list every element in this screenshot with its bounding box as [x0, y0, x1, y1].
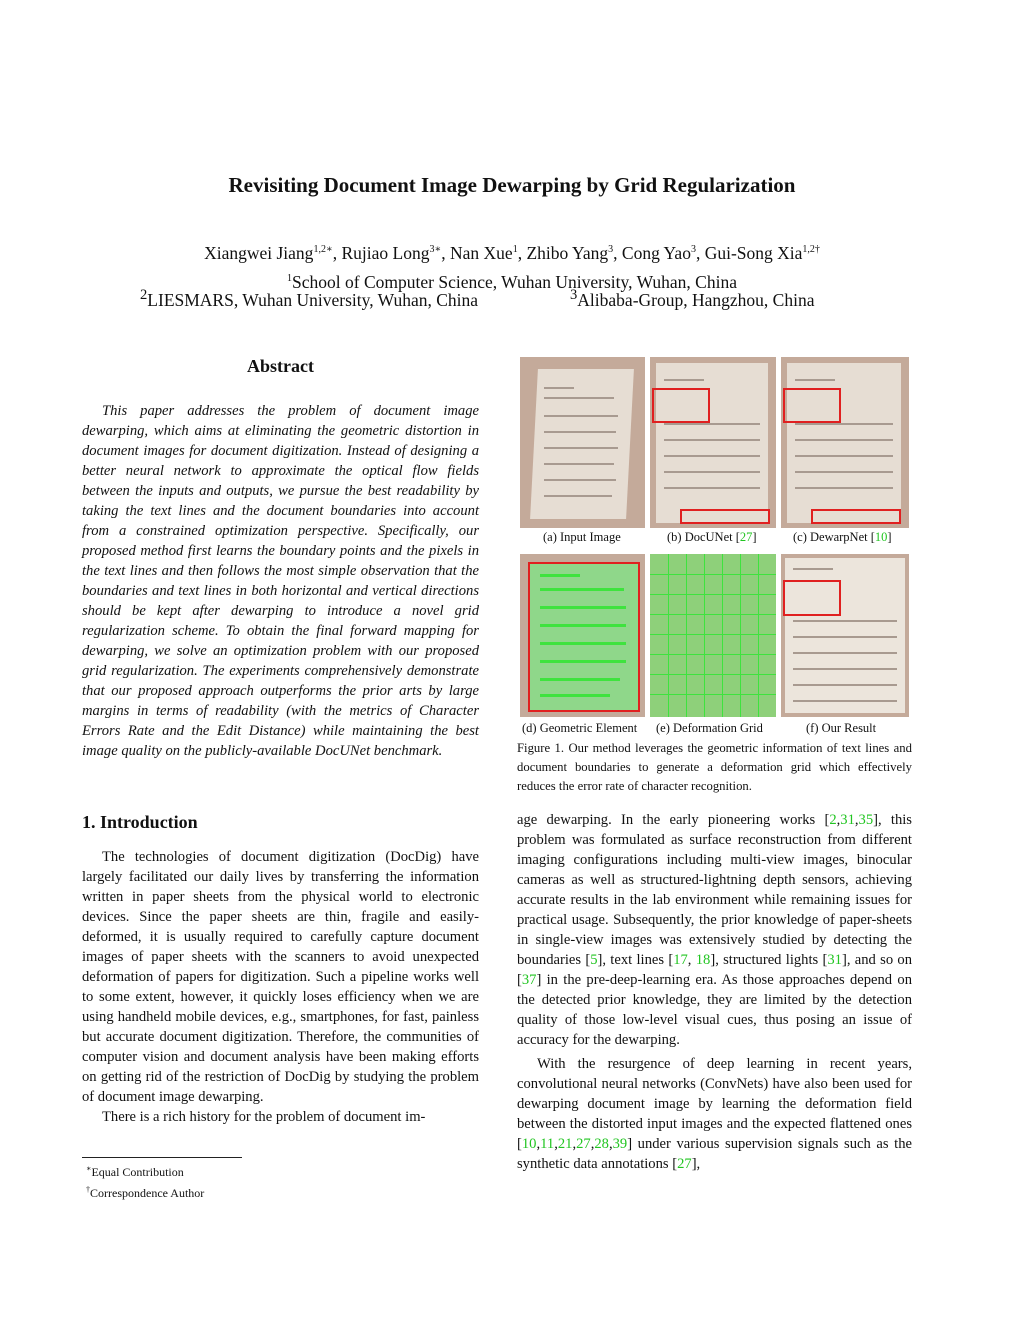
abstract-body [82, 401, 479, 761]
footnote-text: Equal Contribution [91, 1165, 184, 1179]
introduction-right-column [517, 810, 912, 1174]
document-sheet [787, 363, 901, 523]
highlight-box [783, 580, 841, 616]
text-line-mask [540, 606, 626, 609]
caption-our-result: (f) Our Result [806, 721, 877, 735]
highlight-box [680, 509, 770, 524]
affiliation-sup: 3 [570, 287, 578, 303]
text-line [544, 479, 616, 481]
caption-dewarpnet [793, 530, 892, 545]
text-line [795, 487, 893, 489]
text-line-mask [540, 678, 620, 681]
text-line [793, 668, 897, 670]
citation-link[interactable]: 27 [576, 1136, 591, 1152]
citation-link[interactable]: 31 [840, 812, 855, 828]
citation-link[interactable]: 17 [673, 952, 688, 968]
paragraph: age dewarping. In the early pioneering works [2,31,35], this problem was formulated as surface reconstruction from different imaging configurations including multi-view images, binocular cameras as well as structured-lightning depth sensors, achieving accurate results in the lab environment while remaining issues for practical usage. Subsequently, the prior knowledge of paper-sheets in single-view images was extensively studied by detecting the boundaries [5], text lines [17, 18], structured lights [31], and so on [37] in the pre-deep-learning era. As those approaches depend on the detected prior knowledge, they are limited by the detection quality of those low-level visual cues, thus posing an issue of accuracy for the dewarping. [517, 812, 912, 1048]
citation-link[interactable]: 27 [677, 1156, 692, 1172]
paragraph: With the resurgence of deep learning in recent years, convolutional neural networks (ConvNets) have also been used for dewarping document image by learning the deformation field between the distorted input images and the expected flattened ones [10,11,21,27,28,39] under various supervision signals such as the synthetic data annotations [27], [517, 1056, 912, 1172]
highlight-box [783, 388, 841, 423]
highlight-box [652, 388, 710, 423]
author-affiliation-sup: 3∗ [429, 244, 442, 255]
affiliation-3 [570, 287, 814, 311]
text-run: ], this problem was formulated as surface reconstruction from different imaging configurations including multi-view images, binocular cameras as well as structured-lightning depth sensors, achieving accurate results in the lab environment while remaining issues for practical usage. Subsequently, the prior knowledge of paper-sheets in single-view images was extensively studied by detecting the boundaries [ [517, 812, 912, 968]
footnote-mark: ∗ [86, 1164, 92, 1173]
citation-link[interactable]: 18 [695, 952, 711, 968]
text-line [793, 620, 897, 622]
figure-panel-input-image [520, 357, 645, 528]
text-run: ], structured lights [ [710, 952, 828, 968]
footnote-correspondence [86, 1181, 204, 1202]
abstract-text: This paper addresses the problem of document image dewarping, which aims at eliminating the geometric distortion in document images for document digitization. Instead of designing a better neural network to approximate the optical flow fields between the inputs and outputs, we pursue the best readability by taking the text lines and the document boundaries into account from a constrained optimization perspective. Specifically, our proposed method first learns the boundary points and the pixels in the text lines and then follows the most simple observation that the boundaries and text lines in both horizontal and vertical directions should be kept after dewarping to introduce a novel grid regularization scheme. To obtain the final forward mapping for dewarping, we solve an optimization problem with our proposed grid regularization. The experiments comprehensively demonstrate that our proposed approach outperforms the prior arts by large margins in terms of readability (with the metrics of Character Errors Rate and the Edit Distance) while maintaining the best image quality on the publicly-available DocUNet benchmark. [82, 403, 479, 759]
caption-deformation-grid: (e) Deformation Grid [656, 721, 763, 735]
paragraph: The technologies of document digitization (DocDig) have largely facilitated our daily lives by transferring the information written in paper sheets from the physical world to electronic devices. Since the paper sheets are thin, fragile and easily-deformed, it is usually required to carefully capture document images of paper sheets with the scanners to avoid unexpected deformation of papers for digitization. Such a pipeline works well to some extent, however, it quickly loses efficiency when we are using handheld mobile devices, e.g., smartphones, for fast, painless but accurate document digitization. Therefore, the communities of computer vision and document analysis have been making efforts on getting rid of the restriction of DocDig by studying the problem of document image dewarping. [82, 849, 479, 1105]
citation-link[interactable]: 10 [874, 530, 888, 544]
text-run: ], text lines [ [597, 952, 674, 968]
text-line [795, 379, 835, 381]
author-affiliation-sup: 1,2∗ [313, 244, 333, 255]
text-line [793, 700, 897, 702]
document-sheet [528, 562, 640, 712]
text-line-mask [540, 642, 626, 645]
citation-link[interactable]: 11 [540, 1136, 555, 1152]
text-run: With the resurgence of deep learning in recent years, convolutional neural networks (ConvNets) have also been used for dewarping document image by learning the deformation field between the distorted input images and the expected flattened ones [ [517, 1056, 912, 1152]
author-affiliation-sup: 1,2† [802, 244, 820, 255]
author-name: Rujiao Long [341, 242, 430, 263]
footnote-mark: † [86, 1185, 90, 1194]
abstract-heading: Abstract [247, 356, 314, 376]
author-name: Xiangwei Jiang [204, 242, 314, 263]
affiliation-text: School of Computer Science, Wuhan University, Wuhan, China [292, 271, 737, 292]
affiliation-2 [140, 287, 479, 310]
citation-link[interactable]: 31 [827, 952, 842, 968]
affiliation-sup: 1 [287, 272, 293, 284]
text-run: age dewarping. In the early pioneering works [ [517, 812, 830, 828]
text-line-mask [540, 660, 626, 663]
author-affiliation-sup: 1 [512, 244, 518, 255]
text-line [664, 439, 760, 441]
author-name: Zhibo Yang [526, 242, 609, 263]
author-name: Nan Xue [450, 242, 513, 263]
text-run: ] under various supervision signals such as the synthetic data annotations [ [517, 1136, 912, 1172]
author-name: Gui-Song Xia [704, 242, 803, 263]
text-line [793, 652, 897, 654]
text-line [664, 487, 760, 489]
text-run: ], [691, 1156, 701, 1172]
text-line-mask [540, 694, 610, 697]
document-sheet [656, 363, 768, 523]
grid-line [686, 554, 687, 717]
caption-docunet [667, 530, 757, 545]
section-heading-introduction: 1. Introduction [82, 812, 198, 832]
text-line [544, 387, 574, 389]
paragraph: There is a rich history for the problem of document im- [102, 1109, 426, 1125]
grid-line [758, 554, 759, 717]
text-line [795, 455, 893, 457]
paper-title: Revisiting Document Image Dewarping by Grid Regularization [228, 173, 796, 197]
affiliation-text: LIESMARS, Wuhan University, Wuhan, China [147, 289, 479, 310]
text-line-mask [540, 574, 580, 577]
caption-geometric-element: (d) Geometric Element [522, 721, 638, 735]
figure-caption: Figure 1. Our method leverages the geometric information of text lines and document boundaries to generate a deformation grid which effectively reduces the error rate of character recognition. [517, 741, 912, 793]
figure-panel-dewarpnet [781, 357, 909, 528]
author-affiliation-sup: 3 [608, 244, 614, 255]
figure-panel-docunet [650, 357, 776, 528]
grid-line [704, 554, 705, 717]
affiliation-text: Alibaba-Group, Hangzhou, China [577, 289, 815, 310]
citation-link[interactable]: 37 [521, 972, 537, 988]
citation-link[interactable]: 35 [858, 812, 874, 828]
citation-link[interactable]: 5 [590, 952, 598, 968]
text-run: ] in the pre-deep-learning era. As those approaches depend on the detected prior knowledge, they are limited by the detection quality of those low-level visual cues, thus posing an issue of accuracy for the dewarping. [517, 972, 912, 1048]
text-line [664, 423, 760, 425]
figure-panel-deformation-grid [650, 554, 776, 717]
text-line [664, 471, 760, 473]
grid-line [668, 554, 669, 717]
text-line [544, 397, 614, 399]
figure-panel-our-result [781, 554, 909, 717]
caption-text: (b) DocUNet [ [667, 530, 740, 544]
text-line [795, 423, 893, 425]
author-list [0, 237, 1024, 295]
text-run: ], and so on [ [517, 952, 912, 988]
introduction-left-column [82, 847, 479, 1127]
text-line [664, 455, 760, 457]
text-line [544, 463, 614, 465]
affiliation-row [140, 287, 900, 311]
caption-input-image: (a) Input Image [543, 530, 621, 544]
highlight-box [811, 509, 901, 524]
caption-text: ] [887, 530, 892, 544]
grid-line [740, 554, 741, 717]
text-line [544, 447, 618, 449]
citation-link[interactable]: 10 [521, 1136, 537, 1152]
caption-text: ] [752, 530, 757, 544]
text-line [793, 636, 897, 638]
grid-line [722, 554, 723, 717]
text-line [793, 568, 833, 570]
citation-link[interactable]: 21 [557, 1136, 573, 1152]
authors-row: Xiangwei Jiang$^{1,2∗}$, Rujiao Long$^{3∗}$, Nan Xue$^1$, Zhibo Yang$^3$, Cong Yao$^3$, Gui-Song Xia$^{1,2\dagger}$ [204, 242, 820, 263]
author-name: Cong Yao [621, 242, 691, 263]
author-affiliation-sup: 3 [690, 244, 696, 255]
text-line [544, 495, 612, 497]
caption-text: (c) DewarpNet [ [793, 530, 875, 544]
citation-link[interactable]: 28 [594, 1136, 609, 1152]
text-line-mask [540, 588, 624, 591]
affiliation-sup: 2 [140, 287, 148, 303]
citation-link[interactable]: 27 [739, 530, 753, 544]
text-line [544, 431, 616, 433]
text-line-mask [540, 624, 626, 627]
text-line [795, 471, 893, 473]
text-line [664, 379, 704, 381]
footnote-equal-contribution [86, 1160, 204, 1181]
text-line [544, 415, 618, 417]
footnote-rule [82, 1157, 242, 1158]
text-line [793, 684, 897, 686]
footnote-text: Correspondence Author [90, 1186, 205, 1200]
text-line [795, 439, 893, 441]
citation-link[interactable]: 2 [829, 812, 837, 828]
figure-panel-geometric-element [520, 554, 645, 717]
footnotes [86, 1160, 204, 1202]
citation-link[interactable]: 39 [612, 1136, 628, 1152]
